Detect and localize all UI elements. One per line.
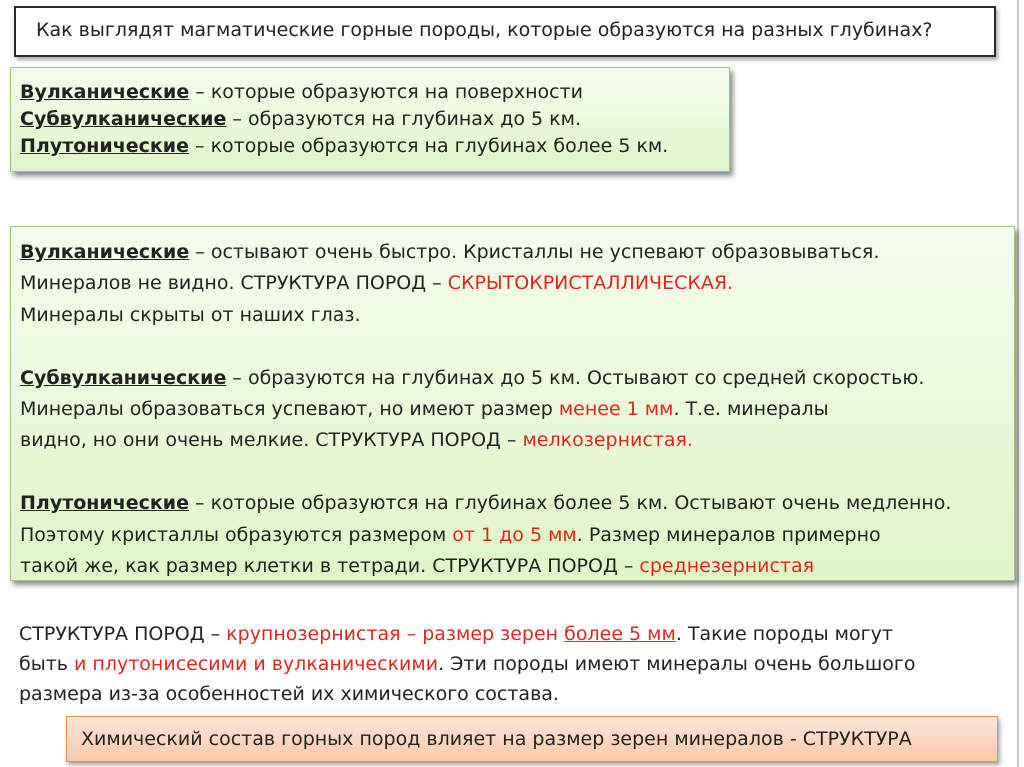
plutonic-detail-text1: – которые образуются на глубинах более 5 км. Остывают очень медленно. [189, 492, 952, 515]
volcanic-term: Вулканические [20, 81, 190, 103]
plutonic-detail-term: Плутонические [20, 492, 189, 515]
coarse-line2 [19, 649, 915, 679]
subvolcanic-detail-text3: видно, но они очень мелкие. СТРУКТУРА ПОРОД – [20, 429, 523, 452]
subvolcanic-structure-highlight: мелкозернистая. [522, 429, 693, 452]
paragraph-gap [20, 457, 951, 488]
volcanic-detail-text1: – остывают очень быстро. Кристаллы не успевают образовываться. [189, 241, 880, 263]
coarse-text2a: быть [19, 653, 75, 675]
coarse-text1d: . Такие породы могут [675, 623, 893, 645]
summary-plutonic-line [20, 133, 668, 160]
plutonic-detail-text3: такой же, как размер клетки в тетради. СТРУКТУРА ПОРОД – [20, 555, 640, 578]
subvolcanic-term: Субвулканические [20, 108, 227, 130]
subvolcanic-detail-line3 [20, 425, 951, 456]
coarse-grained-paragraph [19, 619, 915, 709]
plutonic-detail-line3 [20, 551, 951, 582]
subvolcanic-detail-text1: – образуются на глубинах до 5 км. Остывают со средней скоростью. [226, 366, 925, 389]
volcanic-detail-line2 [20, 268, 951, 299]
subvolcanic-detail-term: Субвулканические [20, 366, 227, 389]
details-text [20, 237, 951, 582]
volcanic-detail-term: Вулканические [20, 241, 190, 263]
volcanic-detail-text2: Минералов не видно. СТРУКТУРА ПОРОД – [20, 272, 448, 295]
summary-box [10, 67, 730, 172]
plutonic-detail-text2a: Поэтому кристаллы образуются размером [20, 523, 453, 546]
plutonic-term: Плутонические [20, 135, 189, 157]
coarse-structure-highlight: крупнозернистая – размер зерен [226, 623, 565, 645]
coarse-size-highlight: более 5 мм [564, 623, 676, 645]
summary-volcanic-line [20, 79, 668, 106]
subvolcanic-detail-text2a: Минералы образоваться успевают, но имеют размер [20, 398, 559, 421]
volcanic-detail-line3: Минералы скрыты от наших глаз. [20, 303, 361, 326]
conclusion-box [66, 716, 998, 762]
subvolcanic-detail-line2 [20, 394, 951, 425]
subvolcanic-desc: – образуются на глубинах до 5 км. [226, 108, 581, 130]
coarse-line3: размера из-за особенностей их химического состава. [19, 683, 559, 705]
slide-border-line [1017, 0, 1019, 767]
volcanic-desc: – которые образуются на поверхности [189, 81, 584, 103]
plutonic-desc: – которые образуются на глубинах более 5 км. [189, 135, 669, 157]
plutonic-detail-line2 [20, 520, 951, 551]
summary-text [20, 79, 668, 160]
question-box [14, 6, 996, 57]
coarse-text2c: . Эти породы имеют минералы очень большого [438, 653, 916, 675]
plutonic-size-highlight: от 1 до 5 мм [452, 523, 577, 546]
subvolcanic-detail-text2c: . Т.е. минералы [673, 398, 829, 421]
subvolcanic-detail-line1 [20, 363, 951, 394]
summary-subvolcanic-line [20, 106, 668, 133]
subvolcanic-size-highlight: менее 1 мм [558, 398, 674, 421]
details-box [10, 226, 1015, 581]
plutonic-structure-highlight: среднезернистая [639, 555, 815, 578]
coarse-line1 [19, 619, 915, 649]
conclusion-text: Химический состав горных пород влияет на размер зерен минералов - СТРУКТУРА [81, 728, 912, 750]
coarse-rock-types-highlight: и плутонисесими и вулканическими [74, 653, 439, 675]
plutonic-detail-line1 [20, 488, 951, 519]
coarse-text1a: СТРУКТУРА ПОРОД – [19, 623, 227, 645]
volcanic-structure-highlight: СКРЫТОКРИСТАЛЛИЧЕСКАЯ. [447, 272, 734, 295]
paragraph-gap [20, 331, 951, 362]
slide-title: Как выглядят магматические горные породы, которые образуются на разных глубинах? [36, 19, 933, 41]
volcanic-detail-line1 [20, 237, 951, 268]
plutonic-detail-text2c: . Размер минералов примерно [576, 523, 881, 546]
